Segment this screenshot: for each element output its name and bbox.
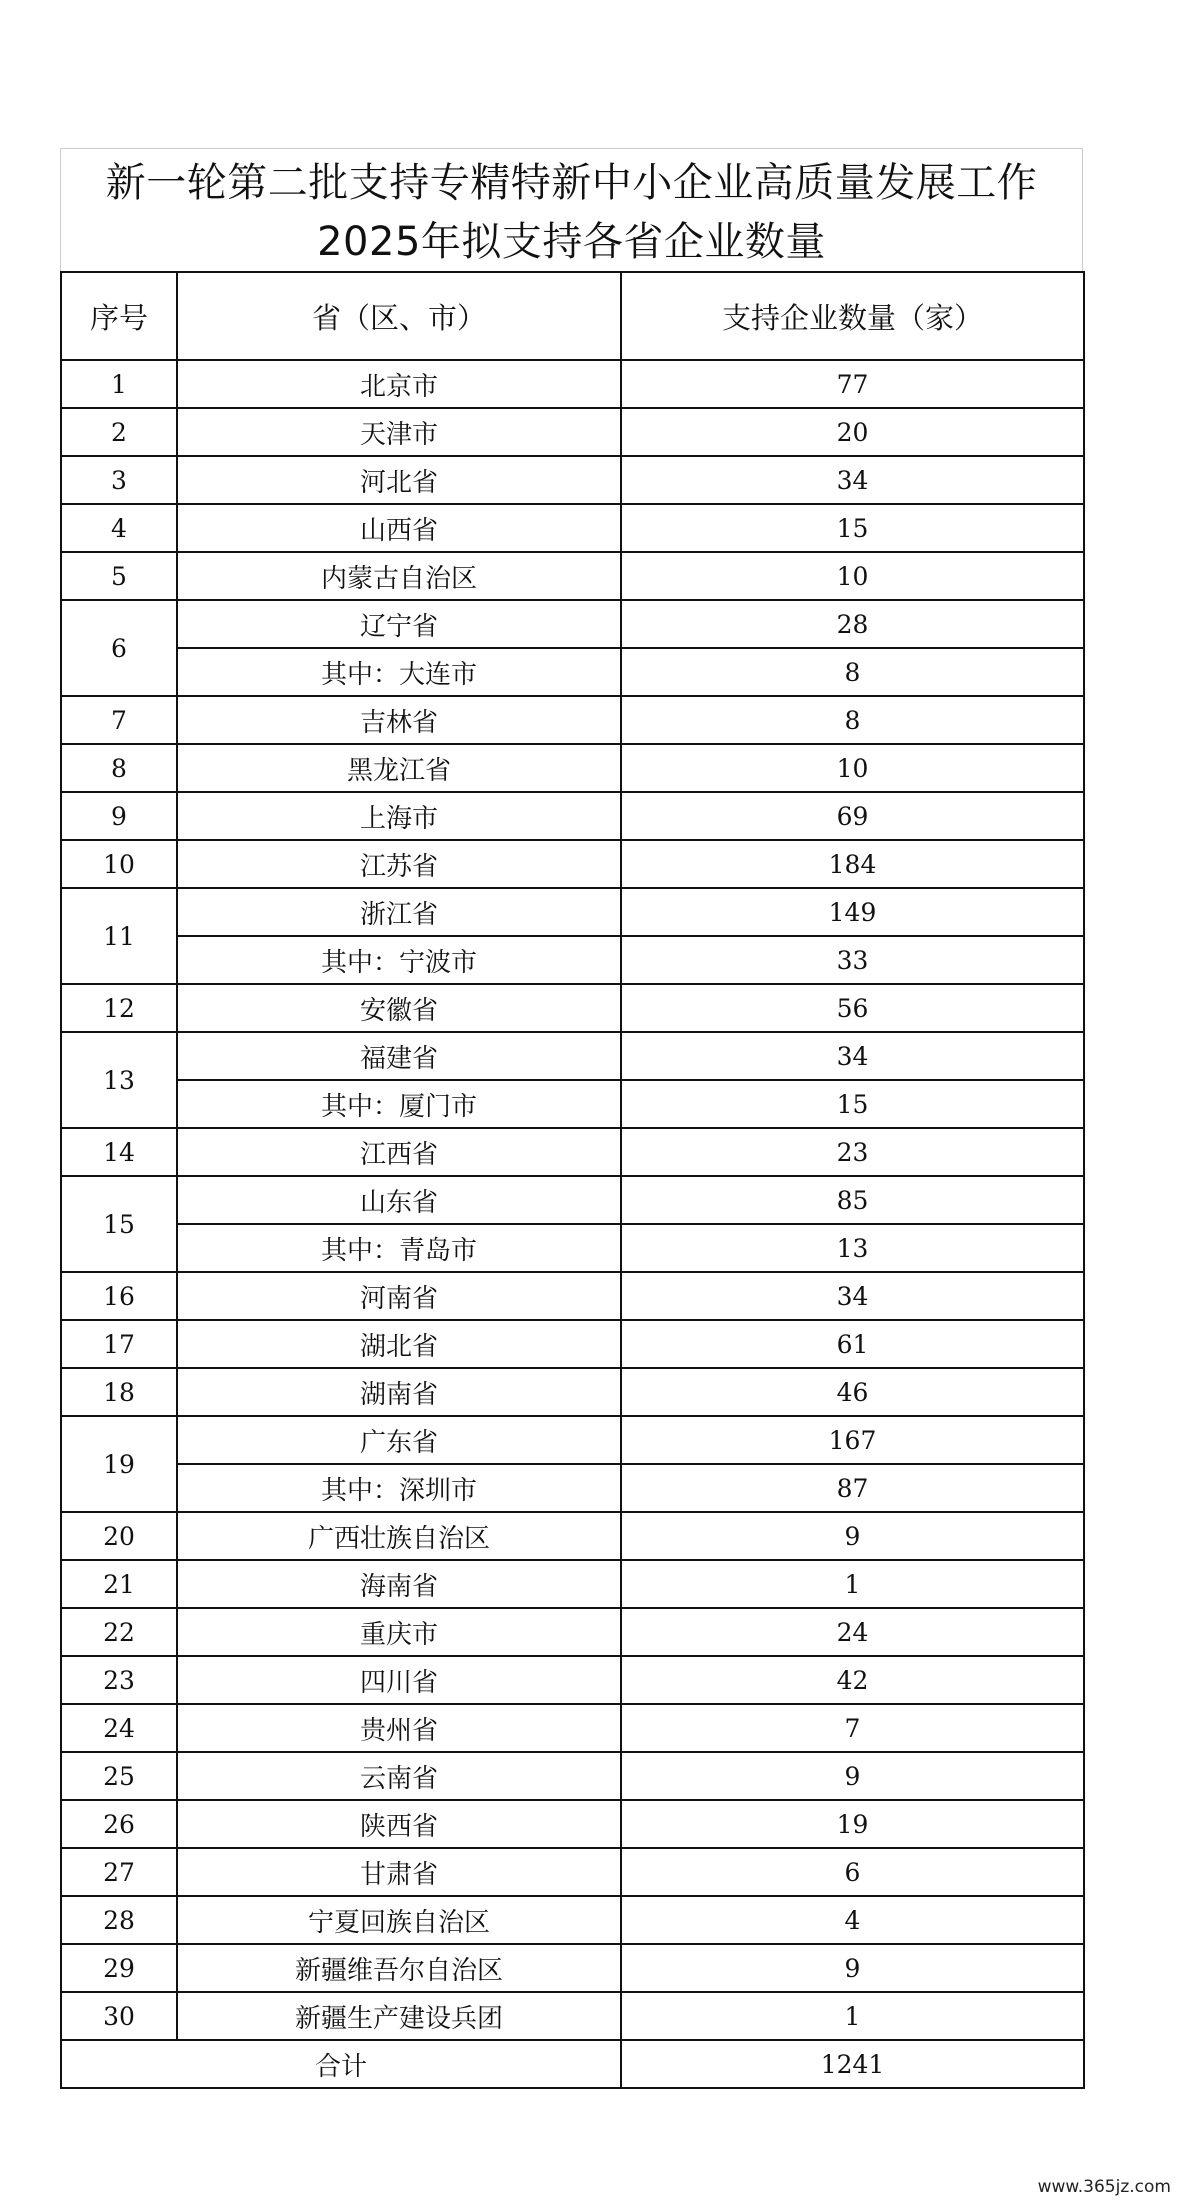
row-index: 24 (61, 1704, 177, 1752)
sub-city-name: 其中：厦门市 (177, 1080, 621, 1128)
region-name: 江苏省 (177, 840, 621, 888)
row-index: 15 (61, 1176, 177, 1272)
region-name: 广东省 (177, 1416, 621, 1464)
region-name: 云南省 (177, 1752, 621, 1800)
enterprise-count: 167 (621, 1416, 1084, 1464)
table-row (61, 1464, 1084, 1512)
table-row (61, 984, 1084, 1032)
region-name: 上海市 (177, 792, 621, 840)
region-name: 山东省 (177, 1176, 621, 1224)
row-index: 11 (61, 888, 177, 984)
row-index: 10 (61, 840, 177, 888)
watermark: www.365jz.com (1037, 2177, 1171, 2197)
enterprise-count: 15 (621, 1080, 1084, 1128)
table-row (61, 504, 1084, 552)
region-name: 新疆生产建设兵团 (177, 1992, 621, 2040)
enterprise-count: 149 (621, 888, 1084, 936)
enterprise-count: 46 (621, 1368, 1084, 1416)
row-index: 16 (61, 1272, 177, 1320)
row-index: 22 (61, 1608, 177, 1656)
enterprise-count: 69 (621, 792, 1084, 840)
table-row (61, 1608, 1084, 1656)
sub-city-name: 其中：大连市 (177, 648, 621, 696)
region-name: 吉林省 (177, 696, 621, 744)
table-row (61, 840, 1084, 888)
table-row (61, 888, 1084, 936)
row-index: 8 (61, 744, 177, 792)
header-row (61, 272, 1084, 360)
enterprise-count: 1 (621, 1560, 1084, 1608)
table-row (61, 1992, 1084, 2040)
row-index: 20 (61, 1512, 177, 1560)
row-index: 25 (61, 1752, 177, 1800)
sub-city-name: 其中：深圳市 (177, 1464, 621, 1512)
enterprise-count: 10 (621, 552, 1084, 600)
row-index: 28 (61, 1896, 177, 1944)
table-row (61, 456, 1084, 504)
region-name: 四川省 (177, 1656, 621, 1704)
row-index: 26 (61, 1800, 177, 1848)
table-row (61, 648, 1084, 696)
row-index: 27 (61, 1848, 177, 1896)
enterprise-count: 28 (621, 600, 1084, 648)
table-row (61, 1896, 1084, 1944)
row-index: 7 (61, 696, 177, 744)
region-name: 湖北省 (177, 1320, 621, 1368)
region-name: 黑龙江省 (177, 744, 621, 792)
row-index: 3 (61, 456, 177, 504)
row-index: 30 (61, 1992, 177, 2040)
enterprise-count: 42 (621, 1656, 1084, 1704)
header-region: 省（区、市） (177, 272, 621, 360)
enterprise-count: 8 (621, 648, 1084, 696)
total-row (61, 2040, 1084, 2088)
region-name: 天津市 (177, 408, 621, 456)
table-row (61, 1752, 1084, 1800)
row-index: 9 (61, 792, 177, 840)
region-name: 福建省 (177, 1032, 621, 1080)
enterprise-count: 184 (621, 840, 1084, 888)
document-sheet (60, 148, 1083, 2089)
enterprise-count: 77 (621, 360, 1084, 408)
table-row (61, 1656, 1084, 1704)
enterprise-count: 23 (621, 1128, 1084, 1176)
region-name: 新疆维吾尔自治区 (177, 1944, 621, 1992)
table-row (61, 696, 1084, 744)
table-row (61, 600, 1084, 648)
table-row (61, 1224, 1084, 1272)
region-name: 浙江省 (177, 888, 621, 936)
region-name: 贵州省 (177, 1704, 621, 1752)
table-row (61, 1944, 1084, 1992)
region-name: 山西省 (177, 504, 621, 552)
enterprise-count: 34 (621, 1272, 1084, 1320)
region-name: 重庆市 (177, 1608, 621, 1656)
table-row (61, 1848, 1084, 1896)
enterprise-count: 61 (621, 1320, 1084, 1368)
total-label: 合计 (61, 2040, 621, 2088)
enterprise-count: 33 (621, 936, 1084, 984)
table-row (61, 1800, 1084, 1848)
region-name: 甘肃省 (177, 1848, 621, 1896)
row-index: 29 (61, 1944, 177, 1992)
table-row (61, 1320, 1084, 1368)
title-box (60, 148, 1083, 271)
table-row (61, 936, 1084, 984)
sub-city-name: 其中：青岛市 (177, 1224, 621, 1272)
table-row (61, 1512, 1084, 1560)
region-name: 宁夏回族自治区 (177, 1896, 621, 1944)
row-index: 21 (61, 1560, 177, 1608)
table-row (61, 1416, 1084, 1464)
region-name: 江西省 (177, 1128, 621, 1176)
enterprise-count: 24 (621, 1608, 1084, 1656)
region-name: 湖南省 (177, 1368, 621, 1416)
row-index: 6 (61, 600, 177, 696)
table-row (61, 1080, 1084, 1128)
region-name: 陕西省 (177, 1800, 621, 1848)
table-row (61, 1560, 1084, 1608)
table-row (61, 1176, 1084, 1224)
sub-city-name: 其中：宁波市 (177, 936, 621, 984)
enterprise-count: 9 (621, 1944, 1084, 1992)
row-index: 5 (61, 552, 177, 600)
row-index: 23 (61, 1656, 177, 1704)
enterprise-count: 6 (621, 1848, 1084, 1896)
table-row (61, 360, 1084, 408)
total-count: 1241 (621, 2040, 1084, 2088)
enterprise-count: 87 (621, 1464, 1084, 1512)
enterprise-count: 1 (621, 1992, 1084, 2040)
row-index: 1 (61, 360, 177, 408)
table-row (61, 1704, 1084, 1752)
enterprise-count: 7 (621, 1704, 1084, 1752)
table-row (61, 1032, 1084, 1080)
region-name: 广西壮族自治区 (177, 1512, 621, 1560)
table-row (61, 1128, 1084, 1176)
region-name: 河北省 (177, 456, 621, 504)
region-name: 辽宁省 (177, 600, 621, 648)
header-index: 序号 (61, 272, 177, 360)
allocation-table (60, 271, 1085, 2089)
table-row (61, 552, 1084, 600)
row-index: 4 (61, 504, 177, 552)
region-name: 安徽省 (177, 984, 621, 1032)
enterprise-count: 4 (621, 1896, 1084, 1944)
enterprise-count: 10 (621, 744, 1084, 792)
table-row (61, 1368, 1084, 1416)
enterprise-count: 19 (621, 1800, 1084, 1848)
enterprise-count: 9 (621, 1512, 1084, 1560)
enterprise-count: 8 (621, 696, 1084, 744)
row-index: 14 (61, 1128, 177, 1176)
enterprise-count: 13 (621, 1224, 1084, 1272)
table-body (61, 360, 1084, 2040)
row-index: 17 (61, 1320, 177, 1368)
enterprise-count: 34 (621, 1032, 1084, 1080)
enterprise-count: 15 (621, 504, 1084, 552)
region-name: 河南省 (177, 1272, 621, 1320)
enterprise-count: 34 (621, 456, 1084, 504)
row-index: 12 (61, 984, 177, 1032)
enterprise-count: 85 (621, 1176, 1084, 1224)
row-index: 18 (61, 1368, 177, 1416)
title-line-2: 2025年拟支持各省企业数量 (317, 219, 826, 265)
row-index: 19 (61, 1416, 177, 1512)
enterprise-count: 9 (621, 1752, 1084, 1800)
row-index: 13 (61, 1032, 177, 1128)
enterprise-count: 20 (621, 408, 1084, 456)
title-line-1: 新一轮第二批支持专精特新中小企业高质量发展工作 (105, 160, 1038, 206)
header-count: 支持企业数量（家） (621, 272, 1084, 360)
region-name: 内蒙古自治区 (177, 552, 621, 600)
table-row (61, 1272, 1084, 1320)
table-row (61, 792, 1084, 840)
row-index: 2 (61, 408, 177, 456)
table-row (61, 744, 1084, 792)
region-name: 北京市 (177, 360, 621, 408)
region-name: 海南省 (177, 1560, 621, 1608)
table-row (61, 408, 1084, 456)
enterprise-count: 56 (621, 984, 1084, 1032)
